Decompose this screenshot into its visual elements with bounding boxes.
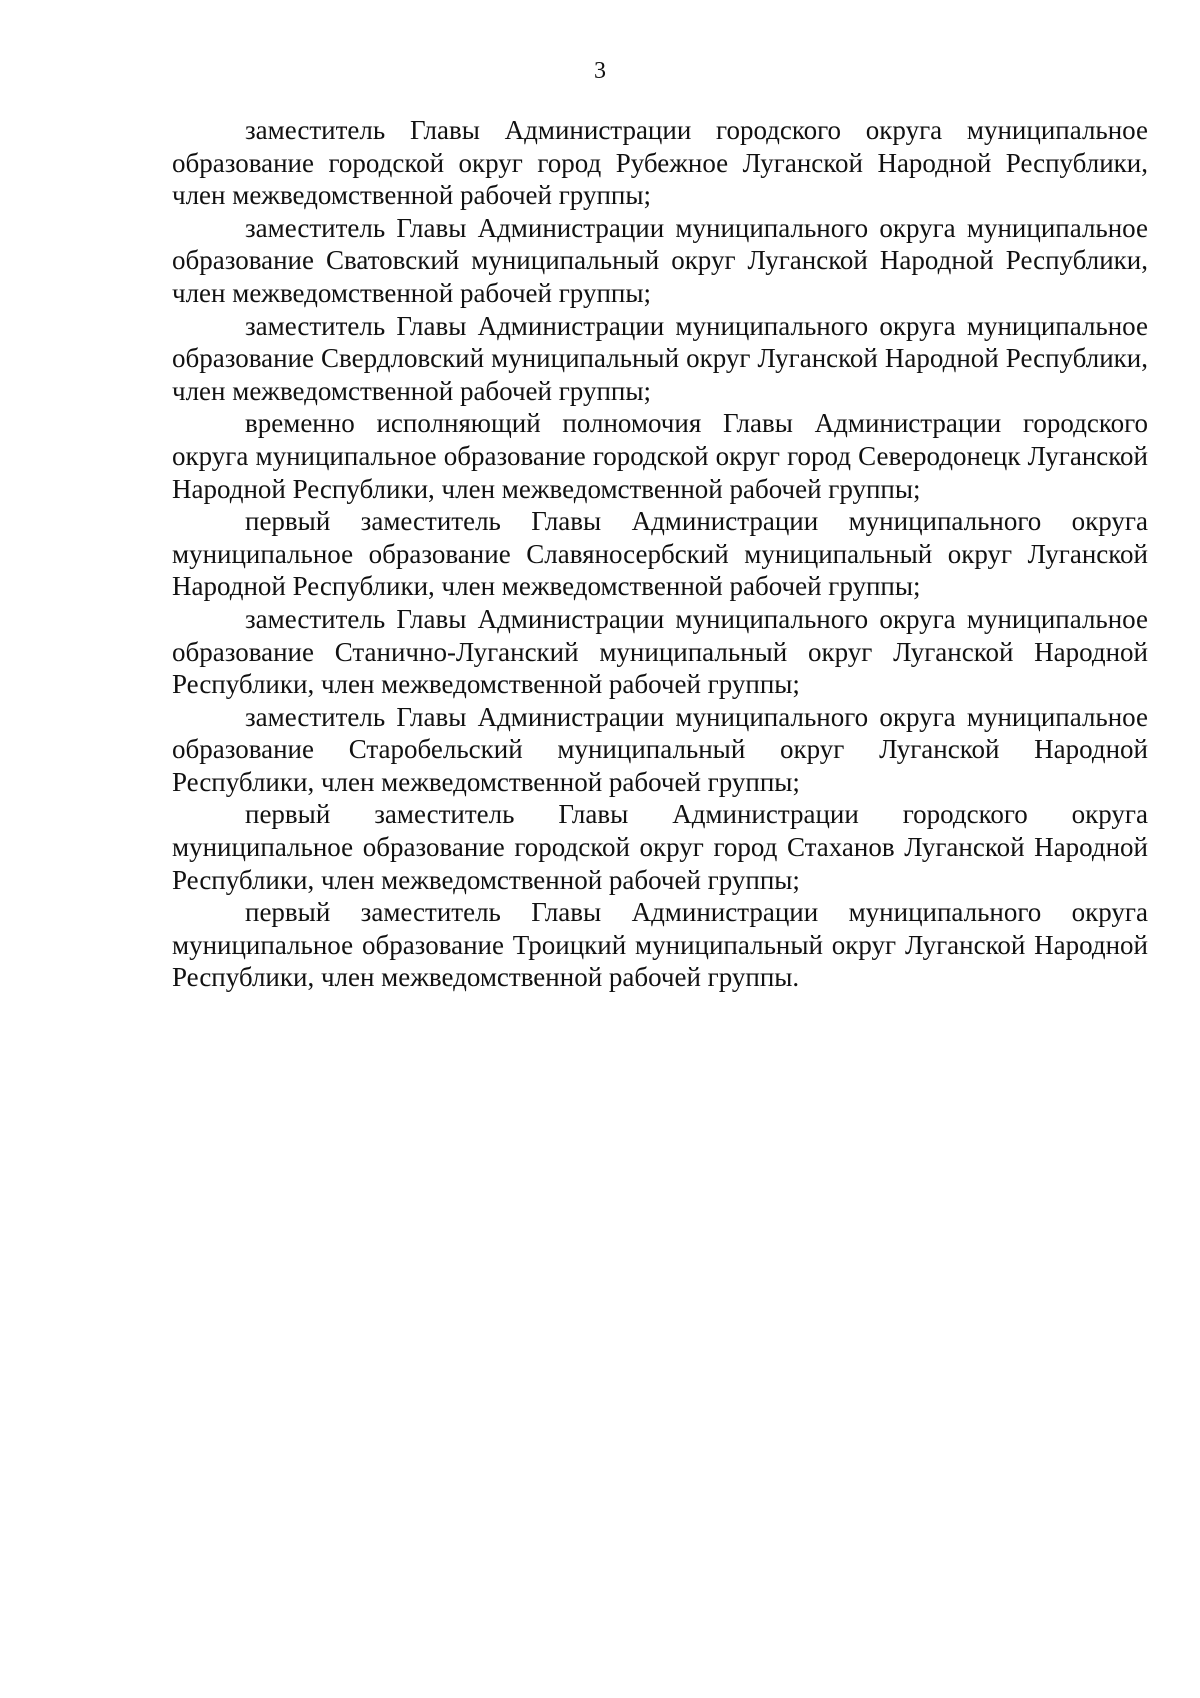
document-body [172,114,1148,994]
list-item: временно исполняющий полномочия Главы Администрации городского округа муниципальное образование городской округ город Северодонецк Луганской Народной Республики, член межведомственной рабочей группы; [172,408,1148,504]
list-item: заместитель Главы Администрации муниципального округа муниципальное образование Свердловский муниципальный округ Луганской Народной Республики, член межведомственной рабочей группы; [172,310,1148,406]
list-item: первый заместитель Главы Администрации городского округа муниципальное образование городской округ город Стаханов Луганской Народной Республики, член межведомственной рабочей группы; [172,799,1148,895]
list-item: первый заместитель Главы Администрации муниципального округа муниципальное образование Троицкий муниципальный округ Луганской Народной Республики, член межведомственной рабочей группы. [172,897,1148,993]
page-number: 3 [594,58,606,84]
list-item: первый заместитель Главы Администрации муниципального округа муниципальное образование Славяносербский муниципальный округ Луганской Народной Республики, член межведомственной рабочей группы; [172,506,1148,602]
list-item: заместитель Главы Администрации муниципального округа муниципальное образование Станично-Луганский муниципальный округ Луганской Народной Республики, член межведомственной рабочей группы; [172,603,1148,700]
list-item: заместитель Главы Администрации городского округа муниципальное образование городской округ город Рубежное Луганской Народной Республики, член межведомственной рабочей группы; [172,115,1148,211]
list-item: заместитель Главы Администрации муниципального округа муниципальное образование Старобельский муниципальный округ Луганской Народной Республики, член межведомственной рабочей группы; [172,701,1148,797]
list-item: заместитель Главы Администрации муниципального округа муниципальное образование Сватовский муниципальный округ Луганской Народной Республики, член межведомственной рабочей группы; [172,212,1148,308]
